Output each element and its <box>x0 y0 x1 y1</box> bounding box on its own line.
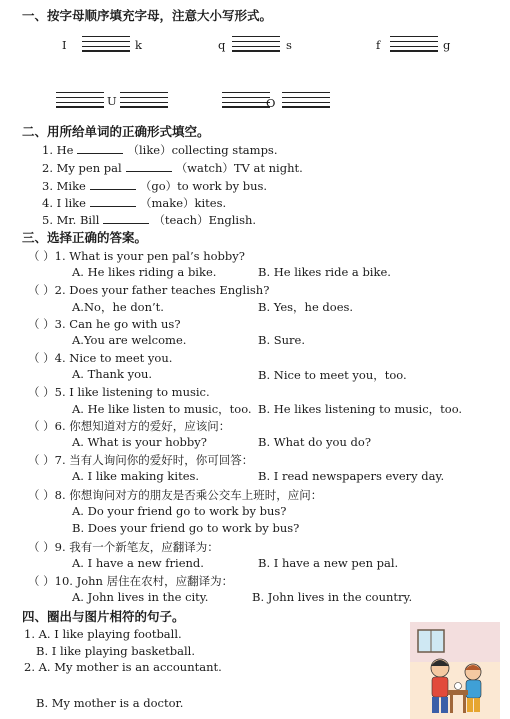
classroom-illustration <box>410 622 500 719</box>
writing-lines[interactable] <box>282 92 330 108</box>
option-a[interactable]: A. Do your friend go to work by bus? <box>72 504 287 518</box>
choice-question: （ ）1. What is your pen pal’s hobby? <box>28 249 245 263</box>
fill-item: 1. He （like）collecting stamps. <box>42 143 278 157</box>
choice-question: （ ）3. Can he go with us? <box>28 317 181 331</box>
letter-q: q <box>218 38 226 52</box>
writing-lines[interactable] <box>82 36 130 52</box>
option-a[interactable]: A. What is your hobby? <box>72 435 207 449</box>
section-2-title: 二、用所给单词的正确形式填空。 <box>22 124 210 139</box>
answer-blank[interactable] <box>77 143 123 154</box>
option-a[interactable]: A. I like making kites. <box>72 469 200 483</box>
option-b[interactable]: B. What do you do? <box>258 435 371 449</box>
option-b[interactable]: B. I have a new pen pal. <box>258 556 399 570</box>
choice-question: （ ）4. Nice to meet you. <box>28 351 173 365</box>
writing-lines[interactable] <box>390 36 438 52</box>
option-a[interactable]: A.No，he don’t. <box>72 300 164 314</box>
letter-s: s <box>286 38 292 52</box>
fill-item: 2. My pen pal （watch）TV at night. <box>42 161 303 175</box>
option-b[interactable]: B. He likes ride a bike. <box>258 265 391 279</box>
letter-I: I <box>62 38 67 52</box>
option-a[interactable]: A. John lives in the city. <box>72 590 209 604</box>
fill-item: 5. Mr. Bill （teach）English. <box>42 213 257 227</box>
writing-lines[interactable] <box>56 92 104 108</box>
letter-O: O <box>266 96 276 110</box>
writing-lines[interactable] <box>222 92 270 108</box>
section-1-title: 一、按字母顺序填充字母，注意大小写形式。 <box>22 8 273 23</box>
option-b[interactable]: B. He likes listening to music，too. <box>258 402 463 416</box>
section-4-title: 四、圈出与图片相符的句子。 <box>22 609 185 624</box>
option-b[interactable]: B. Nice to meet you，too. <box>258 368 407 382</box>
option-a[interactable]: A. He like listen to music，too. <box>72 402 252 416</box>
answer-blank[interactable] <box>90 179 136 190</box>
circle-option[interactable]: 1. A. I like playing football. <box>24 627 182 641</box>
choice-question: （ ）6. 你想知道对方的爱好，应该问： <box>28 419 231 433</box>
choice-question: （ ）9. 我有一个新笔友，应翻译为： <box>28 540 219 554</box>
section-3-title: 三、选择正确的答案。 <box>22 230 148 245</box>
option-a[interactable]: A. Thank you. <box>72 367 153 381</box>
answer-blank[interactable] <box>103 213 149 224</box>
answer-blank[interactable] <box>126 161 172 172</box>
option-b[interactable]: B. Sure. <box>258 333 306 347</box>
circle-option[interactable]: B. I like playing basketball. <box>36 644 195 658</box>
option-b[interactable]: B. Yes，he does. <box>258 300 354 314</box>
letter-f: f <box>376 38 381 52</box>
option-b[interactable]: B. I read newspapers every day. <box>258 469 445 483</box>
choice-question: （ ）8. 你想询问对方的朋友是否乘公交车上班时，应问： <box>28 488 323 502</box>
circle-option[interactable]: 2. A. My mother is an accountant. <box>24 660 222 674</box>
letter-U: U <box>107 94 117 108</box>
option-b[interactable]: B. John lives in the country. <box>252 590 413 604</box>
choice-question: （ ）2. Does your father teaches English? <box>28 283 270 297</box>
writing-lines[interactable] <box>232 36 280 52</box>
writing-lines[interactable] <box>120 92 168 108</box>
fill-item: 3. Mike （go）to work by bus. <box>42 179 268 193</box>
choice-question: （ ）5. I like listening to music. <box>28 385 210 399</box>
circle-option[interactable]: B. My mother is a doctor. <box>36 696 184 710</box>
fill-item: 4. I like （make）kites. <box>42 196 227 210</box>
letter-g: g <box>443 38 451 52</box>
answer-blank[interactable] <box>90 196 136 207</box>
option-a[interactable]: A. He likes riding a bike. <box>72 265 217 279</box>
option-a[interactable]: A.You are welcome. <box>72 333 187 347</box>
choice-question: （ ）10. John 居住在农村，应翻译为： <box>28 574 234 588</box>
letter-k: k <box>135 38 142 52</box>
option-b[interactable]: B. Does your friend go to work by bus? <box>72 521 300 535</box>
option-a[interactable]: A. I have a new friend. <box>72 556 204 570</box>
choice-question: （ ）7. 当有人询问你的爱好时，你可回答： <box>28 453 254 467</box>
